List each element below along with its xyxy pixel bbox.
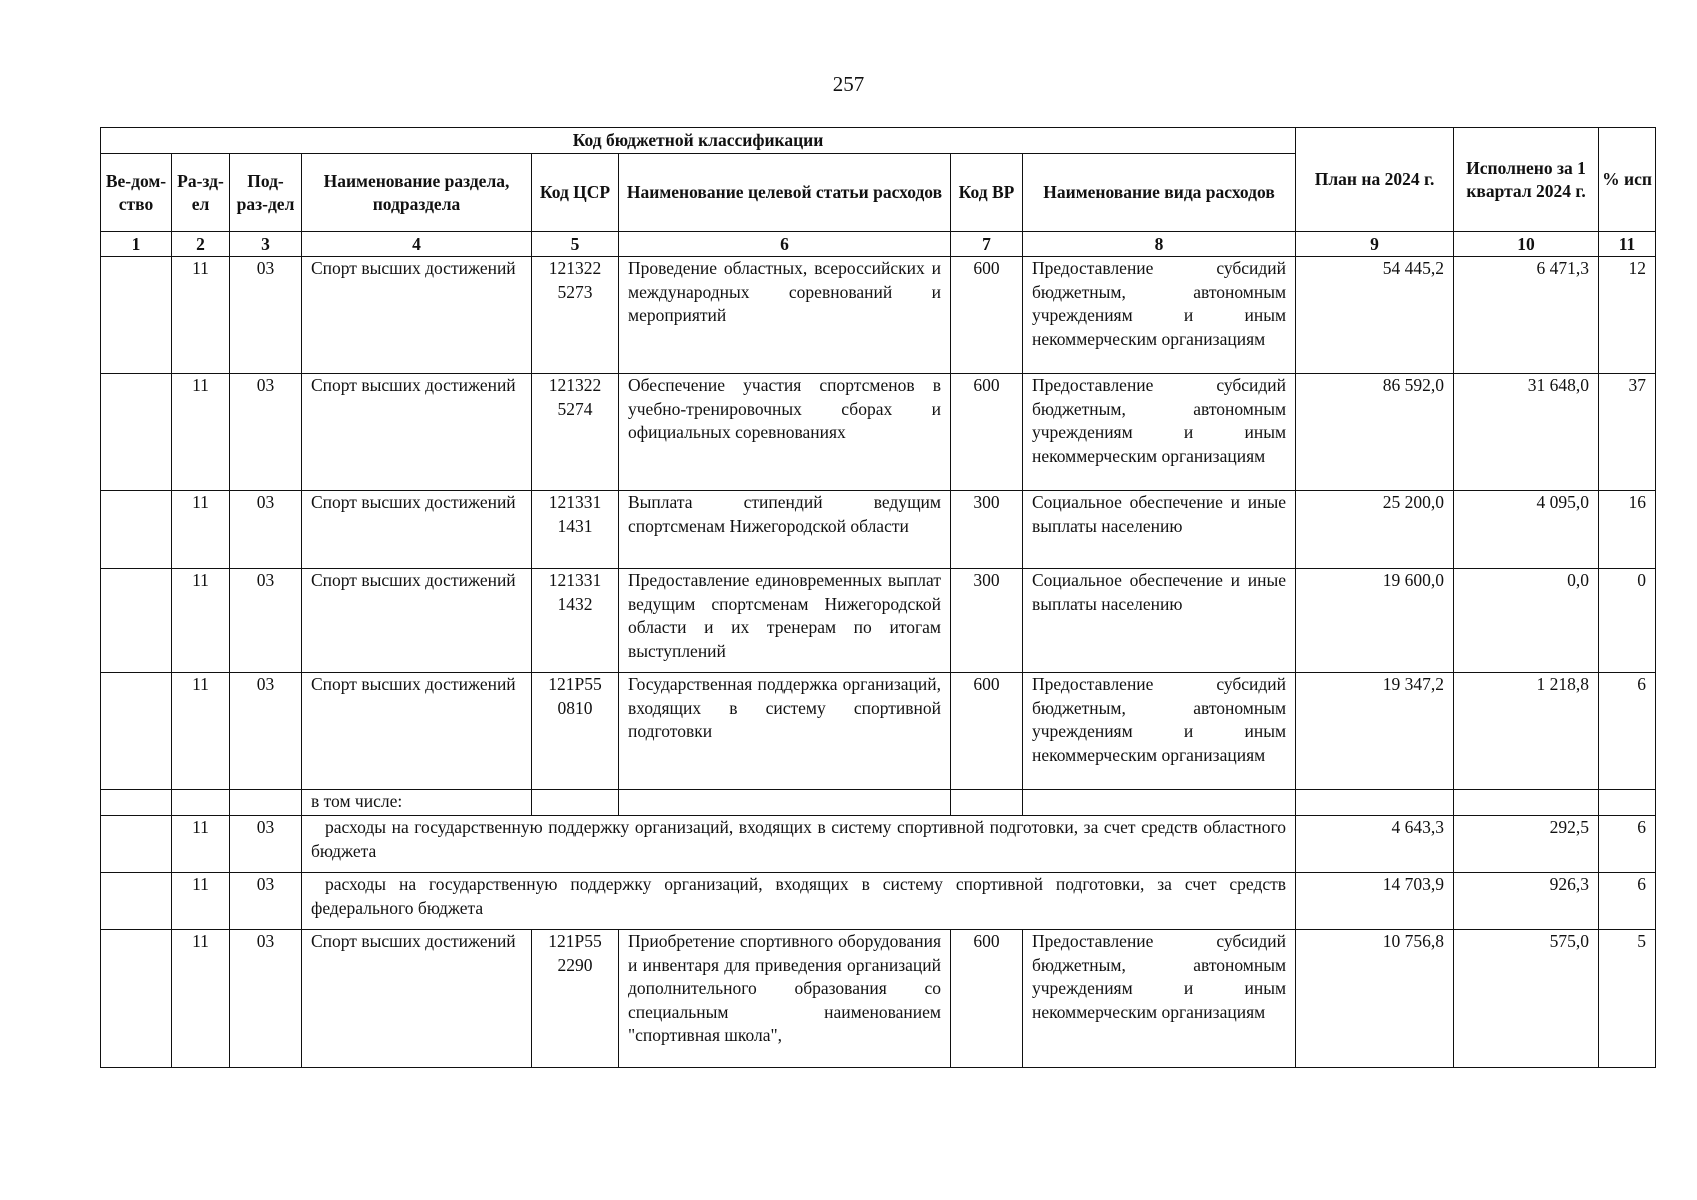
cell-podrazdel: 03	[230, 673, 302, 790]
cell-executed: 1 218,8	[1454, 673, 1599, 790]
cell-vr: 600	[951, 374, 1023, 491]
cell-plan: 19 347,2	[1296, 673, 1454, 790]
cell-csr: 121322 5273	[532, 257, 619, 374]
header-col-percent: % исп	[1599, 128, 1656, 232]
cell-percent: 6	[1599, 816, 1656, 873]
cell-vr: 300	[951, 569, 1023, 673]
sub-description-text: расходы на государственную поддержку организаций, входящих в систему спортивной подготовки, за счет средств федерального бюджета	[311, 874, 1287, 918]
cell-section-name: Спорт высших достижений	[302, 257, 532, 374]
cell-empty	[101, 816, 172, 873]
header-col-target-name: Наименование целевой статьи расходов	[619, 154, 951, 232]
cell-executed: 31 648,0	[1454, 374, 1599, 491]
cell-target-name: Приобретение спортивного оборудования и инвентаря для приведения организаций дополнительного образования со специальным наименованием "спортивная школа",	[619, 930, 951, 1068]
header-col-executed: Исполнено за 1 квартал 2024 г.	[1454, 128, 1599, 232]
header-col-csr: Код ЦСР	[532, 154, 619, 232]
cell-target-name: Предоставление единовременных выплат ведущим спортсменам Нижегородской области и их тренерам по итогам выступлений	[619, 569, 951, 673]
cell-razdel: 11	[172, 257, 230, 374]
cell-empty	[532, 790, 619, 816]
cell-csr: 121P55 0810	[532, 673, 619, 790]
cell-vr: 600	[951, 930, 1023, 1068]
header-col-plan: План на 2024 г.	[1296, 128, 1454, 232]
cell-csr: 121322 5274	[532, 374, 619, 491]
cell-razdel: 11	[172, 569, 230, 673]
cell-expense-type: Предоставление субсидий бюджетным, автономным учреждениям и иным некоммерческим организациям	[1023, 673, 1296, 790]
cell-executed: 0,0	[1454, 569, 1599, 673]
cell-plan: 10 756,8	[1296, 930, 1454, 1068]
header-col-section-name: Наименование раздела, подраздела	[302, 154, 532, 232]
table-row	[101, 491, 1656, 569]
cell-empty	[101, 873, 172, 930]
cell-empty	[619, 790, 951, 816]
cell-sub-description	[302, 873, 1296, 930]
col-number: 2	[172, 232, 230, 257]
header-col-vr: Код ВР	[951, 154, 1023, 232]
cell-razdel: 11	[172, 816, 230, 873]
cell-plan: 4 643,3	[1296, 816, 1454, 873]
cell-section-name: Спорт высших достижений	[302, 673, 532, 790]
cell-plan: 54 445,2	[1296, 257, 1454, 374]
header-col-podrazdel: Под-раз-дел	[230, 154, 302, 232]
cell-vedomstvo	[101, 569, 172, 673]
cell-vr: 600	[951, 673, 1023, 790]
cell-percent: 5	[1599, 930, 1656, 1068]
cell-expense-type: Предоставление субсидий бюджетным, автономным учреждениям и иным некоммерческим организациям	[1023, 930, 1296, 1068]
cell-executed: 575,0	[1454, 930, 1599, 1068]
budget-table	[100, 127, 1656, 1068]
col-number: 8	[1023, 232, 1296, 257]
cell-expense-type: Социальное обеспечение и иные выплаты населению	[1023, 491, 1296, 569]
table-row-sub	[101, 873, 1656, 930]
cell-percent: 6	[1599, 673, 1656, 790]
header-row-numbers	[101, 232, 1656, 257]
cell-percent: 37	[1599, 374, 1656, 491]
cell-target-name: Выплата стипендий ведущим спортсменам Нижегородской области	[619, 491, 951, 569]
col-number: 6	[619, 232, 951, 257]
cell-csr: 121331 1432	[532, 569, 619, 673]
header-col-expense-type: Наименование вида расходов	[1023, 154, 1296, 232]
table-row	[101, 930, 1656, 1068]
cell-podrazdel: 03	[230, 374, 302, 491]
table-row-including	[101, 790, 1656, 816]
cell-podrazdel: 03	[230, 873, 302, 930]
header-row-group	[101, 128, 1656, 154]
cell-plan: 19 600,0	[1296, 569, 1454, 673]
cell-csr: 121P55 2290	[532, 930, 619, 1068]
cell-section-name: Спорт высших достижений	[302, 569, 532, 673]
cell-plan: 86 592,0	[1296, 374, 1454, 491]
col-number: 9	[1296, 232, 1454, 257]
cell-podrazdel: 03	[230, 491, 302, 569]
cell-percent: 12	[1599, 257, 1656, 374]
cell-plan: 14 703,9	[1296, 873, 1454, 930]
cell-podrazdel: 03	[230, 930, 302, 1068]
cell-vr: 300	[951, 491, 1023, 569]
cell-vedomstvo	[101, 374, 172, 491]
page-number: 257	[832, 72, 865, 96]
header-col-vedomstvo: Ве-дом-ство	[101, 154, 172, 232]
cell-executed: 4 095,0	[1454, 491, 1599, 569]
cell-empty	[230, 790, 302, 816]
cell-expense-type: Социальное обеспечение и иные выплаты населению	[1023, 569, 1296, 673]
cell-vedomstvo	[101, 491, 172, 569]
cell-target-name: Государственная поддержка организаций, входящих в систему спортивной подготовки	[619, 673, 951, 790]
cell-plan: 25 200,0	[1296, 491, 1454, 569]
cell-empty	[172, 790, 230, 816]
col-number: 4	[302, 232, 532, 257]
cell-executed: 926,3	[1454, 873, 1599, 930]
cell-section-name: Спорт высших достижений	[302, 374, 532, 491]
cell-podrazdel: 03	[230, 569, 302, 673]
header-col-razdel: Ра-зд-ел	[172, 154, 230, 232]
cell-vr: 600	[951, 257, 1023, 374]
cell-csr: 121331 1431	[532, 491, 619, 569]
cell-expense-type: Предоставление субсидий бюджетным, автономным учреждениям и иным некоммерческим организациям	[1023, 374, 1296, 491]
cell-section-name: Спорт высших достижений	[302, 491, 532, 569]
sub-description-text: расходы на государственную поддержку организаций, входящих в систему спортивной подготовки, за счет средств областного бюджета	[311, 817, 1287, 861]
cell-razdel: 11	[172, 491, 230, 569]
cell-razdel: 11	[172, 374, 230, 491]
col-number: 10	[1454, 232, 1599, 257]
cell-section-name: Спорт высших достижений	[302, 930, 532, 1068]
col-number: 7	[951, 232, 1023, 257]
including-label: в том числе:	[302, 790, 532, 816]
table-row	[101, 673, 1656, 790]
cell-vedomstvo	[101, 930, 172, 1068]
cell-vedomstvo	[101, 673, 172, 790]
cell-podrazdel: 03	[230, 816, 302, 873]
cell-sub-description	[302, 816, 1296, 873]
cell-empty	[1023, 790, 1296, 816]
cell-expense-type: Предоставление субсидий бюджетным, автономным учреждениям и иным некоммерческим организациям	[1023, 257, 1296, 374]
table-row-sub	[101, 816, 1656, 873]
cell-empty	[1454, 790, 1599, 816]
table-row	[101, 257, 1656, 374]
col-number: 11	[1599, 232, 1656, 257]
col-number: 3	[230, 232, 302, 257]
cell-razdel: 11	[172, 873, 230, 930]
cell-percent: 6	[1599, 873, 1656, 930]
col-number: 1	[101, 232, 172, 257]
cell-vedomstvo	[101, 257, 172, 374]
col-number: 5	[532, 232, 619, 257]
cell-target-name: Обеспечение участия спортсменов в учебно-тренировочных сборах и официальных соревнованиях	[619, 374, 951, 491]
cell-target-name: Проведение областных, всероссийских и международных соревнований и мероприятий	[619, 257, 951, 374]
cell-percent: 0	[1599, 569, 1656, 673]
cell-empty	[1296, 790, 1454, 816]
cell-executed: 6 471,3	[1454, 257, 1599, 374]
cell-podrazdel: 03	[230, 257, 302, 374]
cell-razdel: 11	[172, 673, 230, 790]
cell-empty	[951, 790, 1023, 816]
table-row	[101, 374, 1656, 491]
cell-empty	[1599, 790, 1656, 816]
cell-empty	[101, 790, 172, 816]
header-group-title: Код бюджетной классификации	[101, 128, 1296, 154]
cell-executed: 292,5	[1454, 816, 1599, 873]
table-row	[101, 569, 1656, 673]
cell-razdel: 11	[172, 930, 230, 1068]
cell-percent: 16	[1599, 491, 1656, 569]
